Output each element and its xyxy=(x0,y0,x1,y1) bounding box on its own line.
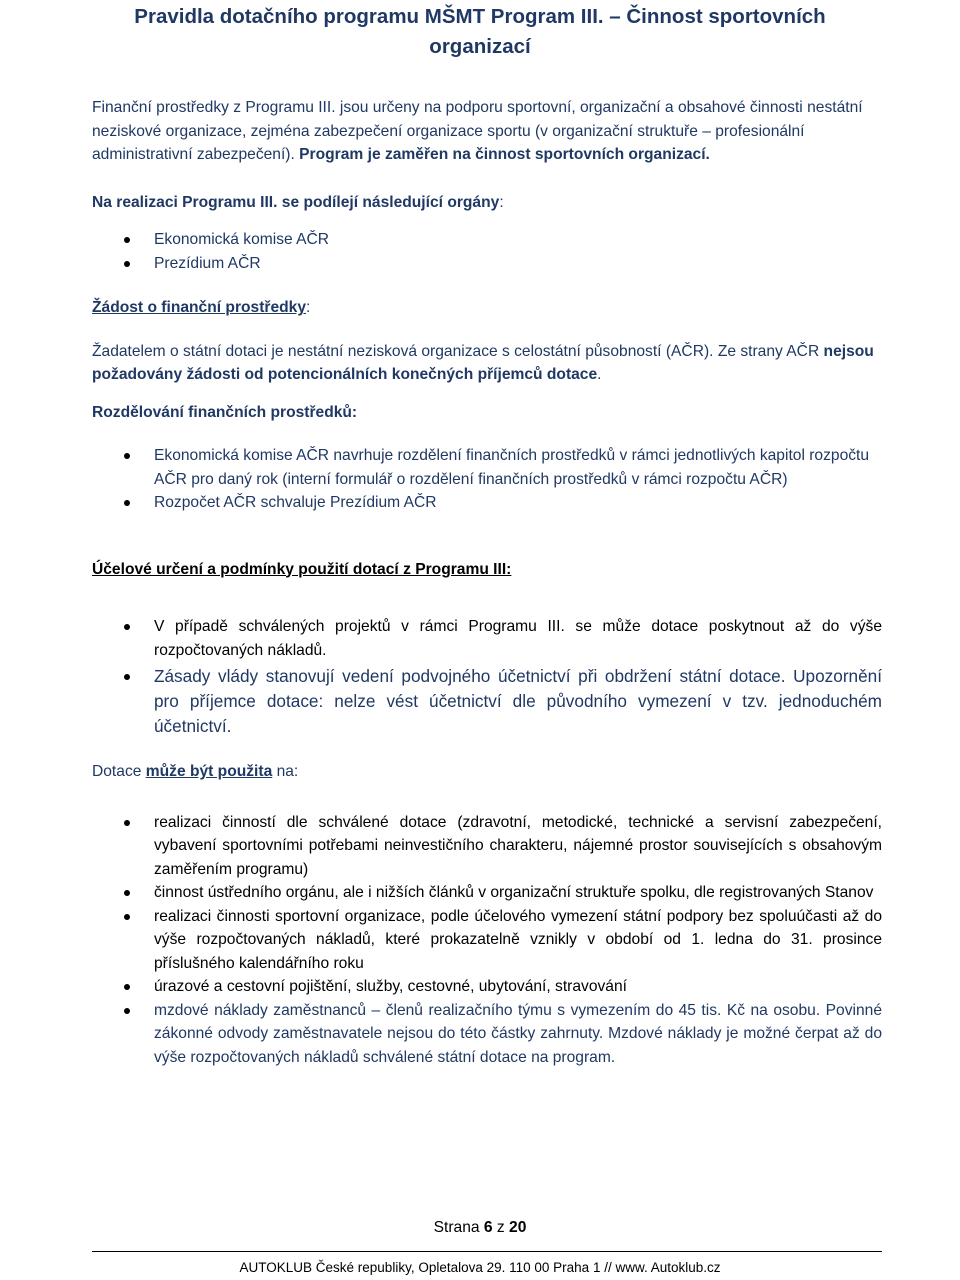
intro-text: Finanční prostředky z Programu III. jsou určeny na podporu sportovní, organizační a obsahové činnosti nestátní neziskové organizace, zejména zabezpečení organizace sportu (v organizační struktuře – profesionální administrativní zabezpečení). xyxy=(92,99,863,163)
intro-paragraph xyxy=(92,96,882,167)
usage-list xyxy=(92,811,882,1070)
list-item: Prezídium AČR xyxy=(92,252,882,276)
list-item: mzdové náklady zaměstnanců – členů realizačního týmu s vymezením do 45 tis. Kč na osobu. Povinné zákonné odvody zaměstnavatele nejsou do této částky zahrnuty. Mzdové náklady je možné čerpat až do výše rozpočtovaných nákladů schválené státní dotace na program. xyxy=(92,999,882,1070)
list-item: V případě schválených projektů v rámci Programu III. se může dotace poskytnout až do výše rozpočtovaných nákladů. xyxy=(92,615,882,662)
purpose-heading: Účelové určení a podmínky použití dotací z Programu III: xyxy=(92,560,512,578)
list-item: úrazové a cestovní pojištění, služby, cestovné, ubytování, stravování xyxy=(92,975,882,999)
list-item: realizaci činností dle schválené dotace (zdravotní, metodické, technické a servisní zabezpečení, vybavení sportovními potřebami neinvestičního charakteru, nájemné prostor souvisejících s obsahovým zaměřením programu) xyxy=(92,811,882,882)
application-heading: Žádost o finanční prostředky: xyxy=(92,299,311,316)
realization-list xyxy=(92,228,882,275)
footer-divider xyxy=(92,1251,882,1252)
page-number: Strana 6 z 20 xyxy=(433,1219,527,1236)
list-item: činnost ústředního orgánu, ale i nižších článků v organizační struktuře spolku, dle registrovaných Stanov xyxy=(92,881,882,905)
distribution-list xyxy=(92,444,882,515)
intro-bold-text: Program je zaměřen na činnost sportovních organizací. xyxy=(299,146,710,163)
purpose-list xyxy=(92,615,882,739)
realization-heading: Na realizaci Programu III. se podílejí následující orgány: xyxy=(92,193,504,211)
distribution-heading: Rozdělování finančních prostředků: xyxy=(92,403,358,421)
document-body xyxy=(92,96,882,1069)
application-paragraph: Žadatelem o státní dotaci je nestátní nezisková organizace s celostátní působností (AČR). Ze strany AČR nejsou požadovány žádosti od potencionálních konečných příjemců dotace. xyxy=(92,342,874,383)
footer-address: AUTOKLUB České republiky, Opletalova 29. 110 00 Praha 1 // www. Autoklub.cz xyxy=(239,1260,721,1275)
page-title: Pravidla dotačního programu MŠMT Program III. – Činnost sportovních organizací xyxy=(134,5,826,58)
list-item: Ekonomická komise AČR xyxy=(92,228,882,252)
list-item: realizaci činnosti sportovní organizace, podle účelového vymezení státní podpory bez spoluúčasti až do výše rozpočtovaných nákladů, které prokazatelně vznikly v období od 1. ledna do 31. prosince příslušného kalendářního roku xyxy=(92,905,882,976)
list-item: Rozpočet AČR schvaluje Prezídium AČR xyxy=(92,491,882,515)
list-item: Zásady vlády stanovují vedení podvojného účetnictví při obdržení státní dotace. Upozornění pro příjemce dotace: nelze vést účetnictví dle původního vymezení v tzv. jednoduchém účetnictví. xyxy=(92,664,882,739)
list-item: Ekonomická komise AČR navrhuje rozdělení finančních prostředků v rámci jednotlivých kapitol rozpočtu AČR pro daný rok (interní formulář o rozdělení finančních prostředků v rámci rozpočtu AČR) xyxy=(92,444,882,491)
usage-heading: Dotace může být použita na: xyxy=(92,763,299,780)
